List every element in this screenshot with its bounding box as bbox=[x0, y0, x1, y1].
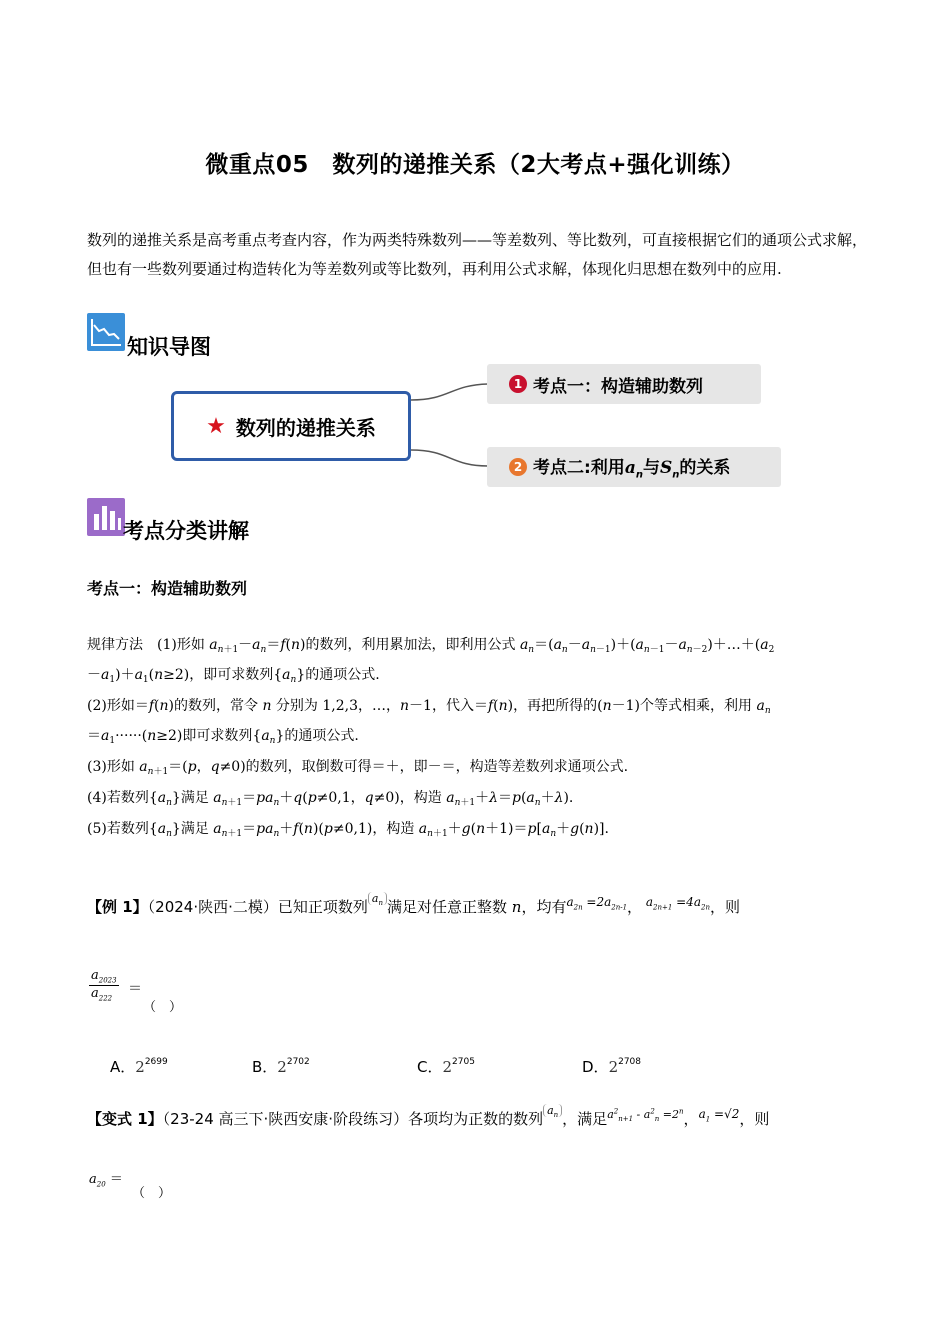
number-badge-1: 1 bbox=[509, 375, 527, 393]
intro-paragraph: 数列的递推关系是高考重点考查内容，作为两类特殊数列——等差数列、等比数列，可直接根据它们的通项公式求解，但也有一些数列要通过构造转化为等差数列或等比数列，再利用公式求解，体现化归思想在数列中的应用. bbox=[87, 231, 868, 278]
variant-1-label: 【变式 1】 bbox=[87, 1110, 163, 1128]
number-badge-2: 2 bbox=[509, 458, 527, 476]
variant-1-paren: （ ） bbox=[132, 1186, 172, 1201]
option-b[interactable]: B．$2^{2702}$ bbox=[252, 1057, 310, 1076]
option-c[interactable]: C．$2^{2705}$ bbox=[417, 1057, 475, 1076]
example-1-paren: （ ） bbox=[143, 1000, 183, 1015]
method-rule-1: 规律方法 (1)形如 $a_{n+1}-a_n=f(n)$的数列，利用累加法，即利用公式 $a_n=(a_n-a_{n-1})+(a_{n-1}-a_{n-2})+\dots+(a_2$ bbox=[87, 637, 775, 655]
example-1-label: 【例 1】 bbox=[87, 898, 148, 916]
method-label: 规律方法 bbox=[87, 637, 143, 653]
section-heading-topics: 考点分类讲解 bbox=[123, 519, 249, 543]
star-icon: ★ bbox=[206, 413, 226, 439]
variant-1-stem: 【变式 1】（23-24 高三下·陕西安康·阶段练习）各项均为正数的数列 $^{a_n}$ ，满足$^{a^2_{n+1} - a^2_n =2^n}$，$^{a_1 =√2}$，则 bbox=[87, 1104, 770, 1128]
topic-1-title: 考点一：构造辅助数列 bbox=[87, 579, 248, 598]
method-rule-3: (3)形如 $a_{n+1}=(p$，q≠0)的数列，取倒数可得＝＋，即－＝，构造等差数列求通项公式. bbox=[87, 759, 629, 777]
method-rule-2-cont: $=a_1\cdot\cdot\cdot\cdot\cdot\cdot(n\ge 2)$即可求数列$\{a_n\}$的通项公式. bbox=[87, 728, 359, 746]
page-title: 微重点05 数列的递推关系（2大考点+强化训练） bbox=[205, 152, 745, 178]
mindmap-connectors bbox=[0, 0, 950, 520]
method-rule-1-cont: $-a_1)+a_1(n\ge 2)$，即可求数列$\{a_n\}$的通项公式. bbox=[87, 667, 380, 685]
example-1-stem: 【例 1】（2024·陕西·二模）已知正项数列 $^{a_n}$ 满足对任意正整数 n，均有$^{a_{2n} =2a_{2n-1}}$， $^{a_{2n+1} =4a_{2n}}$，则 bbox=[87, 892, 740, 916]
mindmap-root bbox=[171, 391, 411, 461]
example-1-fraction: $a_{2023}$ $a_{222}$ bbox=[91, 968, 117, 1003]
mindmap-node-2-label: 考点二:利用$a_n$与$S_n$的关系 bbox=[533, 458, 731, 481]
variant-1-expression: $a_{20}$ ＝ bbox=[89, 1172, 123, 1189]
mindmap-node-1-label: 考点一：构造辅助数列 bbox=[533, 376, 703, 397]
mindmap-node-2 bbox=[487, 447, 781, 487]
bar-chart-icon bbox=[87, 498, 125, 536]
option-d[interactable]: D．$2^{2708}$ bbox=[582, 1057, 642, 1076]
mindmap-node-1 bbox=[487, 364, 761, 404]
method-rule-2: (2)形如＝f(n)的数列，常令 n 分别为 1,2,3，…，n－1，代入＝f(n)，再把所得的(n－1)个等式相乘，利用 $a_n$ bbox=[87, 698, 771, 716]
method-rule-5: (5)若数列$\{a_n\}$满足 $a_{n+1}=pa_n+f(n)(p\ne 0,1)$，构造 $a_{n+1}+g(n+1)=p[a_n+g(n)]$. bbox=[87, 821, 609, 839]
mindmap-root-label: 数列的递推关系 bbox=[235, 415, 376, 440]
option-a[interactable]: A．$2^{2699}$ bbox=[110, 1057, 168, 1076]
section-heading-mindmap: 知识导图 bbox=[127, 335, 211, 359]
method-rule-4: (4)若数列$\{a_n\}$满足 $a_{n+1}=pa_n+q(p\ne 0,1$，q≠0)，构造 $a_{n+1}+\lambda=p(a_n+\lambda)$. bbox=[87, 790, 574, 808]
